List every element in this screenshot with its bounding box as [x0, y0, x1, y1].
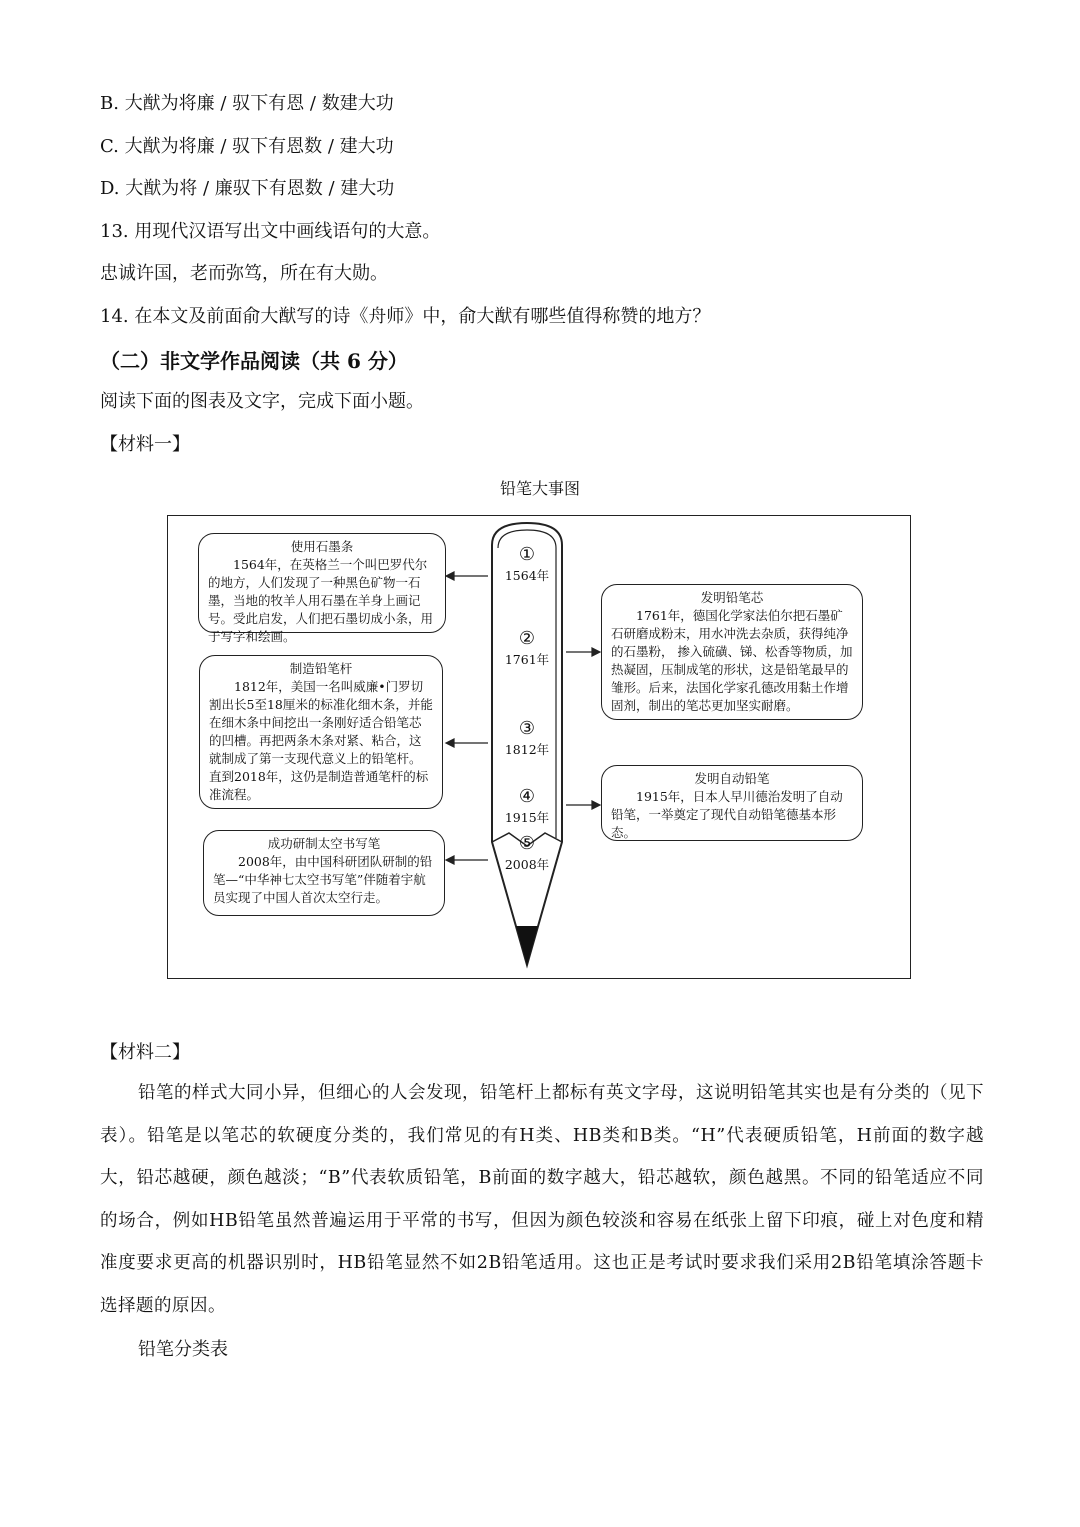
arrowhead-1915 [592, 801, 600, 809]
event-box-lead [601, 584, 863, 720]
node-number: ② [518, 628, 536, 649]
arrowhead-1812 [446, 739, 454, 747]
node-number: ③ [518, 718, 536, 739]
event-title: 使用石墨条 [290, 539, 354, 554]
event-box-barrel [199, 655, 443, 809]
event-body: 2008年，由中国科研团队研制的铅笔—“中华神七太空书写笔”伴随着宇航员实现了中国人首次太空行走。 [213, 854, 433, 905]
event-box-mechanical [601, 765, 863, 841]
event-body: 1564年，在英格兰一个叫巴罗代尔的地方，人们发现了一种黑色矿物一石墨，当地的牧羊人用石墨在羊身上画记号。受此启发，人们把石墨切成小条，用于写字和绘画。 [208, 557, 434, 644]
event-title: 成功研制太空书写笔 [267, 836, 381, 851]
material-2-paragraph: 铅笔的样式大同小异，但细心的人会发现，铅笔杆上都标有英文字母，这说明铅笔其实也是有分类的（见下表）。铅笔是以笔芯的软硬度分类的，我们常见的有H类、HB类和B类。“H”代表硬质铅笔，H前面的数字越大，铅芯越硬，颜色越淡；“B”代表软质铅笔，B前面的数字越大，铅芯越软，颜色越黑。不同的铅笔适应不同的场合，例如HB铅笔虽然普遍运用于平常的书写，但因为颜色较淡和容易在纸张上留下印痕，碰上对色度和精准度要求更高的机器识别时，HB铅笔显然不如2B铅笔适用。这也正是考试时要求我们采用2B铅笔填涂答题卡选择题的原因。 [100, 1083, 984, 1316]
option-text: 大猷为将廉 / 驭下有恩数 / 建大功 [124, 136, 394, 157]
option-label: D. [100, 178, 120, 199]
event-title: 发明自动铅笔 [694, 771, 770, 786]
node-year: 1915年 [504, 810, 550, 825]
event-box-graphite [198, 533, 446, 644]
option-label: C. [100, 136, 119, 157]
event-title: 发明铅笔芯 [700, 590, 764, 605]
option-text: 大猷为将廉 / 驭下有恩 / 数建大功 [124, 93, 394, 114]
question-14: 14. 在本文及前面俞大猷写的诗《舟师》中，俞大猷有哪些值得称赞的地方？ [100, 306, 711, 327]
material-2-label: 【材料二】 [100, 1042, 190, 1063]
node-number: ⑤ [518, 833, 536, 854]
section-instruction: 阅读下面的图表及文字，完成下面小题。 [100, 391, 424, 412]
node-number: ① [518, 544, 536, 565]
event-title: 制造铅笔杆 [289, 661, 353, 676]
arrowhead-1564 [446, 572, 454, 580]
event-body: 1761年，德国化学家法伯尔把石墨矿石研磨成粉末，用水冲洗去杂质，获得纯净的石墨粉， 掺入硫磺、锑、松香等物质，加热凝固，压制成笔的形状，这是铅笔最早的雏形。后来，法国化学家孔德改用黏土作增固剂，制出的笔芯更加坚实耐磨。 [611, 608, 853, 713]
timeline-node-1761 [497, 628, 557, 668]
event-box-space-pen [203, 830, 445, 916]
question-13: 13. 用现代汉语写出文中画线语句的大意。 [100, 221, 441, 242]
table-caption: 铅笔分类表 [138, 1339, 228, 1360]
timeline-node-1564 [497, 544, 557, 584]
node-number: ④ [518, 786, 536, 807]
material-1-label: 【材料一】 [100, 434, 190, 455]
arrowhead-1761 [592, 648, 600, 656]
node-year: 1812年 [504, 742, 550, 757]
timeline-node-1915 [497, 786, 557, 826]
timeline-node-1812 [497, 718, 557, 758]
node-year: 1761年 [504, 652, 550, 667]
arrowhead-2008 [446, 856, 454, 864]
event-body: 1812年，美国一名叫威廉•门罗切割出长5至18厘米的标准化细木条，并能在细木条中间挖出一条刚好适合铅笔芯的凹槽。再把两条木条对紧、粘合，这就制成了第一支现代意义上的铅笔杆。直到2018年，这仍是制造普通笔杆的标准流程。 [209, 679, 433, 802]
timeline-node-2008 [497, 833, 557, 873]
question-13-quote: 忠诚许国，老而弥笃，所在有大勋。 [100, 263, 388, 284]
option-label: B. [100, 93, 119, 114]
option-text: 大猷为将 / 廉驭下有恩数 / 建大功 [125, 178, 395, 199]
event-body: 1915年，日本人早川德治发明了自动铅笔，一举奠定了现代自动铅笔德基本形态。 [611, 789, 843, 840]
section-title: （二）非文学作品阅读（共 6 分） [100, 349, 408, 373]
diagram-title: 铅笔大事图 [499, 479, 580, 498]
node-year: 1564年 [504, 568, 550, 583]
node-year: 2008年 [504, 857, 550, 872]
pencil-tip [516, 926, 538, 965]
